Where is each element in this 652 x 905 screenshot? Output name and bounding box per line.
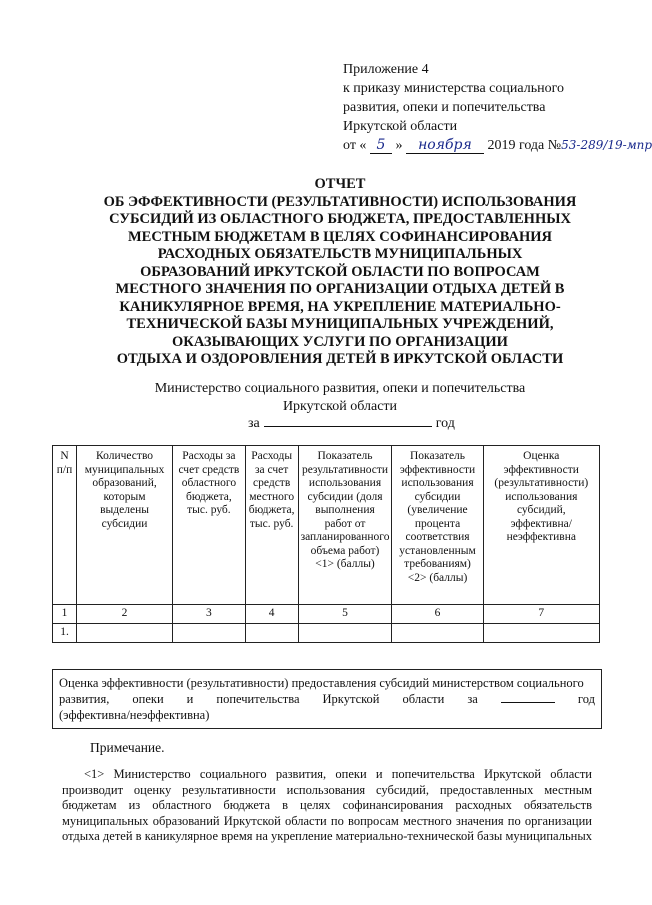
table-cell (77, 624, 173, 643)
title-line: ОКАЗЫВАЮЩИХ УСЛУГИ ПО ОРГАНИЗАЦИИ (172, 333, 508, 350)
evaluation-line (59, 691, 595, 707)
table-cell (173, 624, 246, 643)
evaluation-word: развития, (59, 692, 110, 706)
evaluation-word: области (402, 692, 445, 706)
appendix-ref-line: к приказу министерства социального (343, 81, 564, 96)
title-line: КАНИКУЛЯРНОЕ ВРЕМЯ, НА УКРЕПЛЕНИЕ МАТЕРИАЛЬНО- (119, 298, 561, 315)
table-cell (392, 624, 483, 643)
appendix-ref-line: Иркутской области (343, 119, 458, 134)
report-period (248, 414, 455, 432)
title-line: ОТЧЕТ (314, 176, 366, 192)
column-number: 6 (392, 605, 483, 624)
period-suffix: год (435, 416, 455, 431)
date-day: 5 (370, 137, 392, 154)
table-header-cell: Расходы за счет средств местного бюджета, тыс. руб. (245, 446, 298, 605)
evaluation-word: за (467, 692, 478, 706)
table-number-row (53, 605, 600, 624)
date-year: 2019 года № (487, 138, 562, 153)
date-month: ноября (406, 137, 484, 154)
evaluation-line: (эффективна/неэффективна) (59, 708, 210, 722)
table-cell (483, 624, 599, 643)
table-cell (298, 624, 392, 643)
note-heading: Примечание. (90, 740, 165, 755)
evaluation-box (52, 669, 602, 729)
table-row (53, 624, 600, 643)
ministry-line: Иркутской области (282, 399, 398, 414)
evaluation-line: Оценка эффективности (результативности) предоставления субсидий министерством социального (59, 676, 584, 690)
evaluation-word: опеки (132, 692, 164, 706)
report-title (80, 176, 600, 369)
appendix-date-line (343, 136, 652, 155)
column-number: 1 (53, 605, 77, 624)
evaluation-word: Иркутской (322, 692, 380, 706)
title-line: МЕСТНОГО ЗНАЧЕНИЯ ПО ОРГАНИЗАЦИИ ОТДЫХА ДЕТЕЙ В (115, 281, 565, 297)
title-line: СУБСИДИЙ ИЗ ОБЛАСТНОГО БЮДЖЕТА, ПРЕДОСТАВЛЕННЫХ (109, 211, 571, 227)
title-line: ОТДЫХА И ОЗДОРОВЛЕНИЯ ДЕТЕЙ В ИРКУТСКОЙ ОБЛАСТИ (116, 351, 564, 367)
table-header-cell: Расходы за счет средств областного бюджета, тыс. руб. (173, 446, 246, 605)
footnote-line: бюджетам из областного бюджета в целях софинансирования расходных обязательств (62, 798, 592, 812)
appendix-block (343, 60, 652, 155)
appendix-title: Приложение 4 (343, 62, 429, 77)
footnote (62, 767, 592, 845)
appendix-ref-line: развития, опеки и попечительства (343, 100, 546, 115)
column-number: 3 (173, 605, 246, 624)
column-number: 4 (245, 605, 298, 624)
table-cell (245, 624, 298, 643)
evaluation-word: год (577, 692, 595, 706)
table-header-cell: Количество муниципальных образований, которым выделены субсидии (77, 446, 173, 605)
ministry-name (80, 380, 600, 416)
footnote-line: <1> Министерство социального развития, опеки и попечительства Иркутской области (84, 767, 592, 781)
footnote-line: производит оценку результативности использования субсидий, предоставленных местным (62, 782, 592, 797)
title-line: РАСХОДНЫХ ОБЯЗАТЕЛЬСТВ МУНИЦИПАЛЬНЫХ (157, 246, 523, 262)
evaluation-word: попечительства (216, 692, 300, 706)
table-header-cell: Показатель результативности использования субсидии (доля выполнения работ от запланированного объема работ) <1> (баллы) (298, 446, 392, 605)
column-number: 2 (77, 605, 173, 624)
table-cell: 1. (53, 624, 77, 643)
table-header-cell: Показатель эффективности использования субсидии (увеличение процента соответствия установленным требованиям) <2> (баллы) (392, 446, 483, 605)
table-header-cell: Оценка эффективности (результативности) использования субсидий, эффективна/неэффективна (483, 446, 599, 605)
title-line: ОБРАЗОВАНИЙ ИРКУТСКОЙ ОБЛАСТИ ПО ВОПРОСАМ (140, 263, 540, 280)
footnote-line: муниципальных образований Иркутской области по вопросам местного значения по организации (62, 813, 592, 828)
column-number: 5 (298, 605, 392, 624)
footnote-line: отдыха детей в каникулярное время на укрепление материально-технической базы муниципальных (62, 829, 592, 843)
table-header-row (53, 446, 600, 605)
order-number: 53-289/19-мпр (561, 138, 652, 152)
table-header-cell: N п/п (53, 446, 77, 605)
evaluation-blank (501, 692, 555, 703)
title-line: ОБ ЭФФЕКТИВНОСТИ (РЕЗУЛЬТАТИВНОСТИ) ИСПОЛЬЗОВАНИЯ (103, 193, 577, 210)
title-line: ТЕХНИЧЕСКОЙ БАЗЫ МУНИЦИПАЛЬНЫХ УЧРЕЖДЕНИЙ, (126, 316, 554, 332)
period-prefix: за (248, 416, 260, 431)
date-mid: » (395, 138, 403, 153)
date-prefix: от « (343, 138, 367, 153)
column-number: 7 (483, 605, 599, 624)
report-table (52, 445, 600, 643)
title-line: МЕСТНЫМ БЮДЖЕТАМ В ЦЕЛЯХ СОФИНАНСИРОВАНИЯ (127, 228, 553, 245)
evaluation-word: и (186, 692, 194, 706)
ministry-line: Министерство социального развития, опеки и попечительства (154, 381, 526, 396)
period-blank (264, 414, 432, 427)
